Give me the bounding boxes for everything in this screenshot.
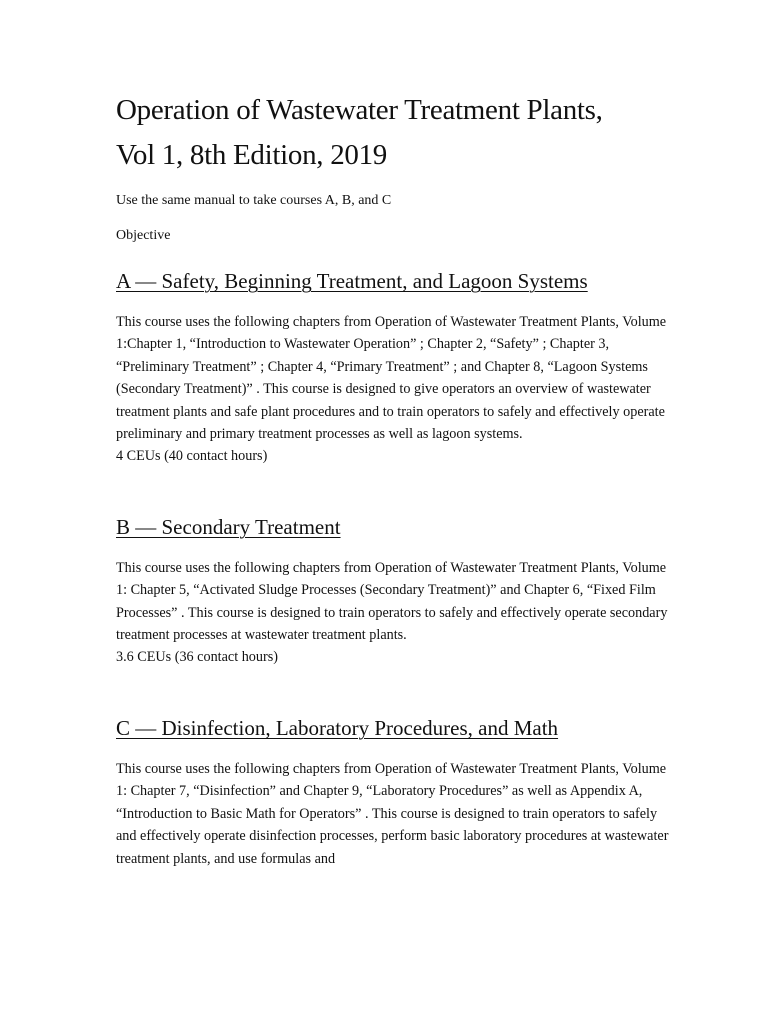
- title-line-1: Operation of Wastewater Treatment Plants,: [116, 94, 603, 126]
- course-section-b: [116, 515, 676, 669]
- objective-label: Objective: [116, 228, 171, 243]
- course-c-description: This course uses the following chapters from Operation of Wastewater Treatment Plants, Volume 1: Chapter 7, “Disinfection” and Chapter 9, “Laboratory Procedures” as well as Appendix A, “Introduction to Basic Math for Operators” . This course is designed to train operators to safely and effectively operate disinfection processes, perform basic laboratory procedures at wastewater treatment plants, and use formulas and: [116, 760, 669, 867]
- course-b-description: This course uses the following chapters from Operation of Wastewater Treatment Plants, Volume 1: Chapter 5, “Activated Sludge Processes (Secondary Treatment)” and Chapter 6, “Fixed Film Processes” . This course is designed to train operators to safely and effectively operate secondary treatment processes at wastewater treatment plants.: [116, 559, 668, 644]
- document-page: [116, 88, 676, 870]
- title-line-2: Vol 1, 8th Edition, 2019: [116, 139, 388, 171]
- course-b-ceu: 3.6 CEUs (36 contact hours): [116, 649, 278, 666]
- course-a-description: This course uses the following chapters from Operation of Wastewater Treatment Plants, Volume 1:Chapter 1, “Introduction to Wastewater Operation” ; Chapter 2, “Safety” ; Chapter 3, “Preliminary Treatment” ; Chapter 4, “Primary Treatment” ; and Chapter 8, “Lagoon Systems (Secondary Treatment)” . This course is designed to give operators an overview of wastewater treatment plants and safe plant procedures and to train operators to safely and effectively operate preliminary and primary treatment processes as well as lagoon systems.: [116, 314, 667, 443]
- course-c-heading: C — Disinfection, Laboratory Procedures, and Math: [116, 715, 559, 740]
- course-a-ceu: 4 CEUs (40 contact hours): [116, 448, 268, 465]
- course-section-a: [116, 269, 676, 468]
- course-b-heading: B — Secondary Treatment: [116, 514, 341, 539]
- course-a-heading: A — Safety, Beginning Treatment, and Lagoon Systems: [116, 269, 588, 293]
- document-title: [116, 88, 676, 178]
- manual-note: Use the same manual to take courses A, B, and C: [116, 193, 392, 208]
- course-section-c: [116, 716, 676, 870]
